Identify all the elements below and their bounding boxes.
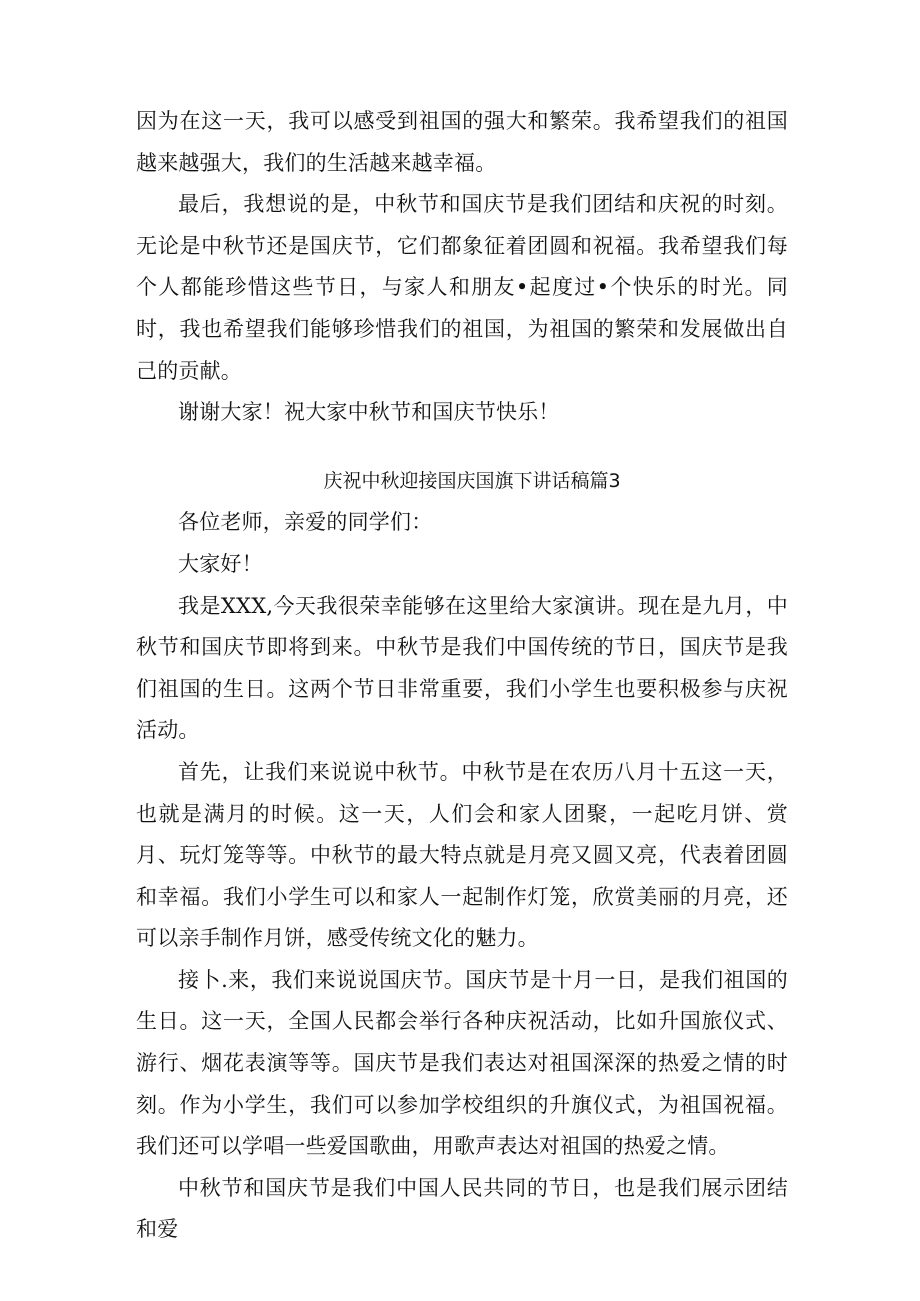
salutation: 各位老师，亲爱的同学们： <box>178 510 433 535</box>
document-body <box>136 101 788 1251</box>
paragraph-national-day: 接卜.来，我们来说说国庆节。国庆节是十月一日，是我们祖国的生日。这一天，全国人民都会举行各种庆祝活动，比如升国旅仪式、游行、烟花表演等等。国庆节是我们表达对祖国深深的热爱之情的时刻。作为小学生，我们可以参加学校组织的升旗仪式，为祖国祝福。我们还可以学唱一些爱国歌曲，用歌声表达对祖国的热爱之情。 <box>136 967 788 1159</box>
greeting: 大家好！ <box>178 551 263 576</box>
paragraph-thanks: 谢谢大家！祝大家中秋节和国庆节快乐！ <box>178 400 560 425</box>
paragraph-closing: 最后，我想说的是，中秋节和国庆节是我们团结和庆祝的时刻。无论是中秋节还是国庆节，它们都象征着团圆和祝福。我希望我们每个人都能珍惜这些节日，与家人和朋友•起度过•个快乐的时光。同时，我也希望我们能够珍惜我们的祖国，为祖国的繁荣和发展做出自己的贡献。 <box>136 192 788 383</box>
paragraph-intro: 我是XXX,今天我很荣幸能够在这里给大家演讲。现在是九月，中秋节和国庆节即将到来。中秋节是我们中国传统的节日，国庆节是我们祖国的生日。这两个节日非常重要，我们小学生也要积极参与庆祝活动。 <box>136 593 788 743</box>
paragraph-final: 中秋节和国庆节是我们中国人民共同的节日，也是我们展示团结和爱 <box>136 1175 788 1242</box>
section-title: 庆祝中秋迎接国庆国旗下讲话稿篇3 <box>323 469 621 492</box>
paragraph-continued: 因为在这一天，我可以感受到祖国的强大和繁荣。我希望我们的祖国越来越强大，我们的生活越来越幸福。 <box>136 109 788 175</box>
paragraph-mid-autumn: 首先，让我们来说说中秋节。中秋节是在农历八月十五这一天，也就是满月的时候。这一天，人们会和家人团聚，一起吃月饼、赏月、玩灯笼等等。中秋节的最大特点就是月亮又圆又亮，代表着团圆和幸福。我们小学生可以和家人一起制作灯笼，欣赏美丽的月亮，还可以亲手制作月饼，感受传统文化的魅力。 <box>136 759 788 951</box>
